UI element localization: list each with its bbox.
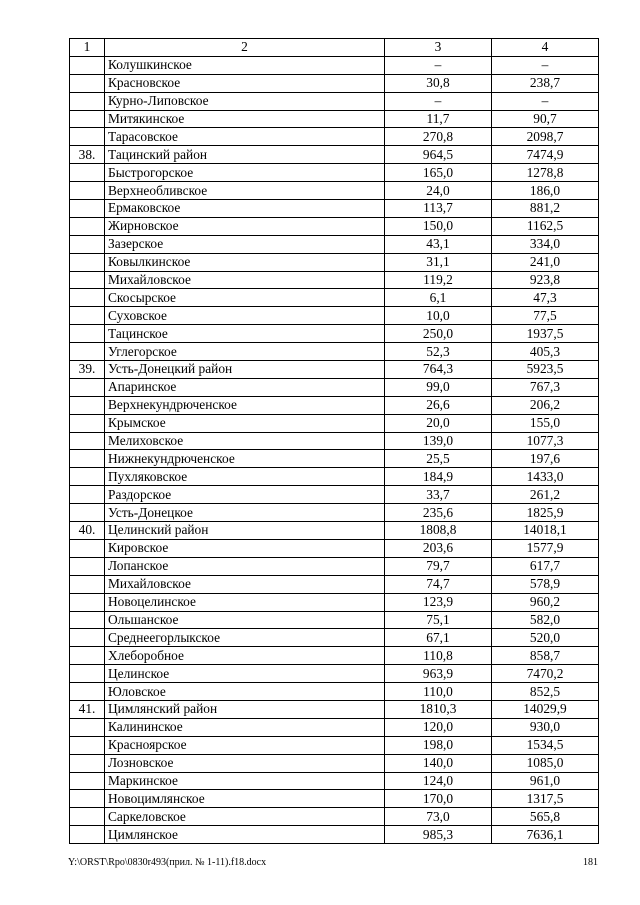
table-row [70,164,599,182]
value-col3-cell: 20,0 [385,414,492,432]
settlement-name-cell: Михайловское [105,575,385,593]
table-row [70,378,599,396]
row-number-cell: 40. [70,522,105,540]
table-row [70,92,599,110]
row-number-cell [70,808,105,826]
row-number-cell [70,325,105,343]
row-number-cell [70,539,105,557]
table-row [70,307,599,325]
value-col4-cell: 90,7 [492,110,599,128]
row-number-cell [70,575,105,593]
value-col3-cell: 963,9 [385,665,492,683]
value-col4-cell: 923,8 [492,271,599,289]
value-col4-cell: 186,0 [492,182,599,200]
table-row [70,665,599,683]
settlement-name-cell: Кировское [105,539,385,557]
settlement-name-cell: Колушкинское [105,56,385,74]
row-number-cell: 41. [70,700,105,718]
row-number-cell [70,92,105,110]
settlement-name-cell: Хлеборобное [105,647,385,665]
row-number-cell: 39. [70,361,105,379]
row-number-cell [70,468,105,486]
row-number-cell [70,557,105,575]
settlement-name-cell: Ольшанское [105,611,385,629]
settlement-name-cell: Тацинский район [105,146,385,164]
settlement-name-cell: Среднеегорлыкское [105,629,385,647]
settlement-name-cell: Саркеловское [105,808,385,826]
settlement-name-cell: Новоцелинское [105,593,385,611]
table-row [70,826,599,844]
value-col4-cell: 1077,3 [492,432,599,450]
settlement-name-cell: Скосырское [105,289,385,307]
table-row [70,468,599,486]
value-col4-cell: 7474,9 [492,146,599,164]
settlement-name-cell: Ковылкинское [105,253,385,271]
table-row [70,289,599,307]
value-col3-cell: 74,7 [385,575,492,593]
row-number-cell [70,271,105,289]
settlement-name-cell: Углегорское [105,343,385,361]
settlement-name-cell: Курно-Липовское [105,92,385,110]
row-number-cell [70,593,105,611]
settlement-name-cell: Апаринское [105,378,385,396]
value-col4-cell: 565,8 [492,808,599,826]
row-number-cell [70,182,105,200]
table-row [70,235,599,253]
row-number-cell: 38. [70,146,105,164]
settlement-name-cell: Лозновское [105,754,385,772]
row-number-cell [70,754,105,772]
value-col3-cell: 24,0 [385,182,492,200]
value-col4-cell: 77,5 [492,307,599,325]
value-col4-cell: 1825,9 [492,504,599,522]
settlement-name-cell: Юловское [105,683,385,701]
value-col4-cell: – [492,56,599,74]
settlement-name-cell: Быстрогорское [105,164,385,182]
row-number-cell [70,683,105,701]
value-col4-cell: 1937,5 [492,325,599,343]
row-number-cell [70,826,105,844]
table-row [70,522,599,540]
value-col3-cell: 26,6 [385,396,492,414]
value-col4-cell: 261,2 [492,486,599,504]
row-number-cell [70,414,105,432]
value-col4-cell: 405,3 [492,343,599,361]
value-col3-cell: 764,3 [385,361,492,379]
table-row [70,772,599,790]
value-col4-cell: 238,7 [492,74,599,92]
row-number-cell [70,647,105,665]
value-col4-cell: 582,0 [492,611,599,629]
value-col4-cell: 881,2 [492,200,599,218]
table-row [70,736,599,754]
row-number-cell [70,378,105,396]
data-table [69,38,599,844]
settlement-name-cell: Верхнеобливское [105,182,385,200]
value-col3-cell: 270,8 [385,128,492,146]
row-number-cell [70,629,105,647]
settlement-name-cell: Ермаковское [105,200,385,218]
settlement-name-cell: Целинский район [105,522,385,540]
value-col3-cell: 250,0 [385,325,492,343]
row-number-cell [70,128,105,146]
row-number-cell [70,217,105,235]
value-col3-cell: 150,0 [385,217,492,235]
value-col3-cell: 165,0 [385,164,492,182]
row-number-cell [70,772,105,790]
row-number-cell [70,200,105,218]
table-row [70,271,599,289]
header-cell-2: 2 [105,39,385,57]
value-col4-cell: 14018,1 [492,522,599,540]
value-col3-cell: 110,8 [385,647,492,665]
value-col3-cell: 140,0 [385,754,492,772]
settlement-name-cell: Тарасовское [105,128,385,146]
table-row [70,396,599,414]
row-number-cell [70,736,105,754]
value-col4-cell: 155,0 [492,414,599,432]
value-col4-cell: 767,3 [492,378,599,396]
settlement-name-cell: Цимлянский район [105,700,385,718]
value-col3-cell: 11,7 [385,110,492,128]
settlement-name-cell: Раздорское [105,486,385,504]
table-row [70,754,599,772]
value-col3-cell: 10,0 [385,307,492,325]
settlement-name-cell: Пухляковское [105,468,385,486]
value-col3-cell: 25,5 [385,450,492,468]
value-col4-cell: 47,3 [492,289,599,307]
row-number-cell [70,307,105,325]
value-col4-cell: 578,9 [492,575,599,593]
table-row [70,575,599,593]
table-row [70,450,599,468]
row-number-cell [70,56,105,74]
value-col4-cell: 1162,5 [492,217,599,235]
value-col4-cell: 520,0 [492,629,599,647]
value-col3-cell: 6,1 [385,289,492,307]
value-col3-cell: 170,0 [385,790,492,808]
value-col3-cell: 1808,8 [385,522,492,540]
value-col3-cell: 67,1 [385,629,492,647]
value-col3-cell: 52,3 [385,343,492,361]
row-number-cell [70,504,105,522]
settlement-name-cell: Маркинское [105,772,385,790]
table-row [70,486,599,504]
table-row [70,56,599,74]
table-row [70,128,599,146]
value-col3-cell: 124,0 [385,772,492,790]
settlement-name-cell: Михайловское [105,271,385,289]
settlement-name-cell: Новоцимлянское [105,790,385,808]
row-number-cell [70,289,105,307]
row-number-cell [70,164,105,182]
value-col4-cell: 858,7 [492,647,599,665]
settlement-name-cell: Крымское [105,414,385,432]
table-row [70,557,599,575]
row-number-cell [70,253,105,271]
settlement-name-cell: Красноярское [105,736,385,754]
settlement-name-cell: Лопанское [105,557,385,575]
table-row [70,647,599,665]
row-number-cell [70,790,105,808]
value-col4-cell: 7636,1 [492,826,599,844]
value-col3-cell: 985,3 [385,826,492,844]
row-number-cell [70,432,105,450]
value-col3-cell: 73,0 [385,808,492,826]
settlement-name-cell: Калининское [105,718,385,736]
value-col4-cell: 961,0 [492,772,599,790]
settlement-name-cell: Верхнекундрюченское [105,396,385,414]
table-row [70,414,599,432]
row-number-cell [70,235,105,253]
table-row [70,808,599,826]
table-row [70,629,599,647]
value-col4-cell: 241,0 [492,253,599,271]
row-number-cell [70,110,105,128]
value-col4-cell: 14029,9 [492,700,599,718]
value-col3-cell: 33,7 [385,486,492,504]
document-path: Y:\ORST\Rpo\0830r493(прил. № 1-11).f18.docx [68,857,267,868]
settlement-name-cell: Целинское [105,665,385,683]
settlement-name-cell: Митякинское [105,110,385,128]
value-col4-cell: 206,2 [492,396,599,414]
value-col4-cell: – [492,92,599,110]
settlement-name-cell: Усть-Донецкое [105,504,385,522]
value-col3-cell: 31,1 [385,253,492,271]
page-number: 181 [583,857,598,868]
value-col3-cell: 119,2 [385,271,492,289]
table-row [70,200,599,218]
table-row [70,593,599,611]
value-col3-cell: 123,9 [385,593,492,611]
table-row [70,110,599,128]
value-col4-cell: 852,5 [492,683,599,701]
value-col3-cell: 235,6 [385,504,492,522]
table-row [70,253,599,271]
value-col4-cell: 1534,5 [492,736,599,754]
table-row [70,182,599,200]
settlement-name-cell: Мелиховское [105,432,385,450]
value-col3-cell: 198,0 [385,736,492,754]
value-col3-cell: 113,7 [385,200,492,218]
value-col4-cell: 197,6 [492,450,599,468]
table-row [70,217,599,235]
table-row [70,74,599,92]
table-row [70,146,599,164]
settlement-name-cell: Жирновское [105,217,385,235]
value-col4-cell: 334,0 [492,235,599,253]
value-col4-cell: 1085,0 [492,754,599,772]
value-col3-cell: – [385,56,492,74]
value-col3-cell: 203,6 [385,539,492,557]
table-row [70,361,599,379]
table-body [70,39,599,844]
value-col3-cell: 75,1 [385,611,492,629]
settlement-name-cell: Нижнекундрюченское [105,450,385,468]
table-row [70,611,599,629]
table-row [70,343,599,361]
value-col4-cell: 960,2 [492,593,599,611]
value-col3-cell: 964,5 [385,146,492,164]
settlement-name-cell: Суховское [105,307,385,325]
table-header-row [70,39,599,57]
value-col4-cell: 930,0 [492,718,599,736]
row-number-cell [70,74,105,92]
value-col3-cell: 1810,3 [385,700,492,718]
row-number-cell [70,396,105,414]
row-number-cell [70,343,105,361]
value-col3-cell: 99,0 [385,378,492,396]
table-row [70,718,599,736]
settlement-name-cell: Тацинское [105,325,385,343]
row-number-cell [70,611,105,629]
row-number-cell [70,486,105,504]
value-col3-cell: 184,9 [385,468,492,486]
value-col4-cell: 1278,8 [492,164,599,182]
value-col3-cell: – [385,92,492,110]
value-col4-cell: 617,7 [492,557,599,575]
row-number-cell [70,665,105,683]
table-row [70,790,599,808]
row-number-cell [70,718,105,736]
header-cell-3: 3 [385,39,492,57]
settlement-name-cell: Красновское [105,74,385,92]
value-col3-cell: 120,0 [385,718,492,736]
header-cell-1: 1 [70,39,105,57]
value-col3-cell: 30,8 [385,74,492,92]
settlement-name-cell: Зазерское [105,235,385,253]
table-row [70,700,599,718]
value-col3-cell: 139,0 [385,432,492,450]
table-row [70,432,599,450]
value-col4-cell: 1433,0 [492,468,599,486]
settlement-name-cell: Усть-Донецкий район [105,361,385,379]
value-col4-cell: 5923,5 [492,361,599,379]
value-col3-cell: 43,1 [385,235,492,253]
table-row [70,539,599,557]
settlement-name-cell: Цимлянское [105,826,385,844]
table-row [70,683,599,701]
value-col4-cell: 7470,2 [492,665,599,683]
value-col4-cell: 2098,7 [492,128,599,146]
value-col3-cell: 110,0 [385,683,492,701]
table-row [70,504,599,522]
value-col3-cell: 79,7 [385,557,492,575]
table-row [70,325,599,343]
row-number-cell [70,450,105,468]
header-cell-4: 4 [492,39,599,57]
value-col4-cell: 1577,9 [492,539,599,557]
value-col4-cell: 1317,5 [492,790,599,808]
